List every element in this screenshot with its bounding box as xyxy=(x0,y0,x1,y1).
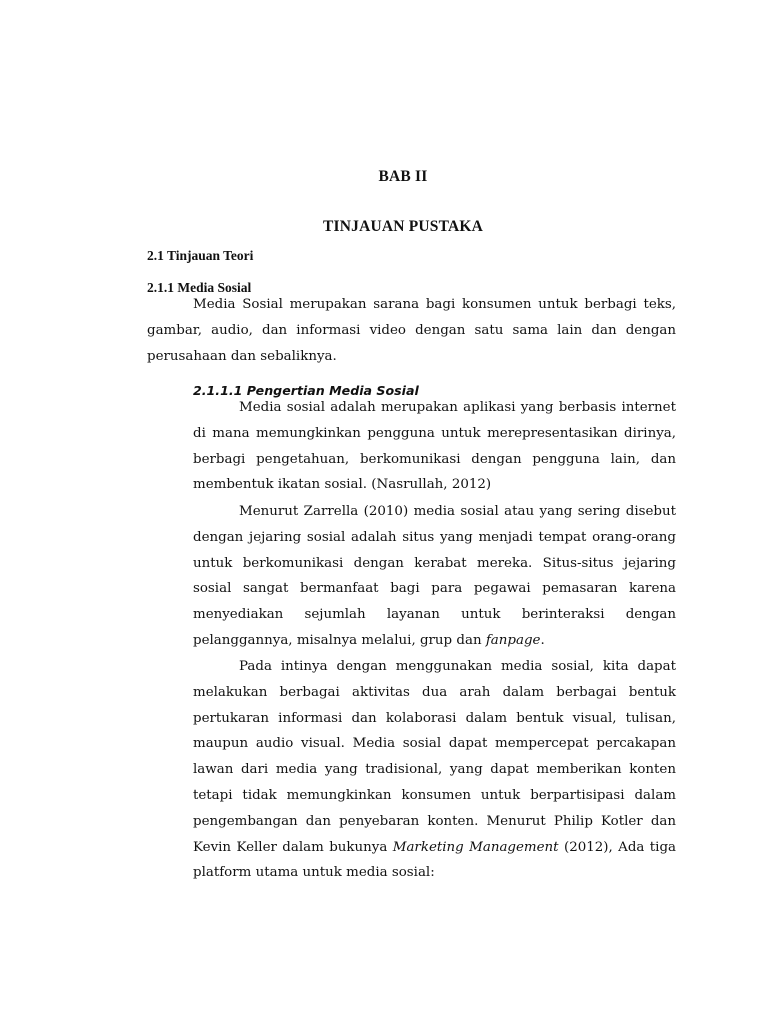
fanpage-term: fanpage xyxy=(485,632,541,648)
kotler-paragraph xyxy=(193,654,676,886)
book-title: Marketing Management xyxy=(392,839,559,855)
zarrella-end: . xyxy=(540,632,545,648)
kotler-end: (2012), Ada tiga platform utama untuk media sosial: xyxy=(193,839,676,881)
chapter-label: BAB II xyxy=(378,168,428,185)
section-heading: 2.1 Tinjauan Teori xyxy=(147,248,254,263)
subsection-heading: 2.1.1 Media Sosial xyxy=(147,280,252,295)
definition-paragraph: Media sosial adalah merupakan aplikasi yang berbasis internet di mana memungkinkan pengguna untuk merepresentasikan dirinya, berbagi pengetahuan, berkomunikasi dengan pengguna lain, dan membentuk ikatan sosial. (Nasrullah, 2012) xyxy=(193,400,676,493)
subsubsection-heading: 2.1.1.1 Pengertian Media Sosial xyxy=(193,383,419,398)
zarrella-paragraph xyxy=(193,499,676,654)
zarrella-text: Menurut Zarrella (2010) media sosial atau yang sering disebut dengan jejaring sosial adalah situs yang menjadi tempat orang-orang untuk berkomunikasi dengan kerabat mereka. Situs-situs jejaring sosial sangat bermanfaat bagi para pegawai pemasaran karena menyediakan sejumlah layanan untuk berinteraksi dengan pelanggannya, misalnya melalui, grup dan xyxy=(193,504,676,648)
chapter-title: TINJAUAN PUSTAKA xyxy=(322,218,484,235)
kotler-text: Pada intinya dengan menggunakan media sosial, kita dapat melakukan berbagai aktivitas dua arah dalam berbagai bentuk pertukaran informasi dan kolaborasi dalam bentuk visual, tulisan, maupun audio visual. Media sosial dapat mempercepat percakapan lawan dari media yang tradisional, yang dapat memberikan konten tetapi tidak memungkinkan konsumen untuk berpartisipasi dalam pengembangan dan penyebaran konten. Menurut Philip Kotler dan Kevin Keller dalam bukunya xyxy=(193,659,676,855)
subsection-paragraph: Media Sosial merupakan sarana bagi konsumen untuk berbagi teks, gambar, audio, dan informasi video dengan satu sama lain dan dengan perusahaan dan sebaliknya. xyxy=(147,297,676,364)
